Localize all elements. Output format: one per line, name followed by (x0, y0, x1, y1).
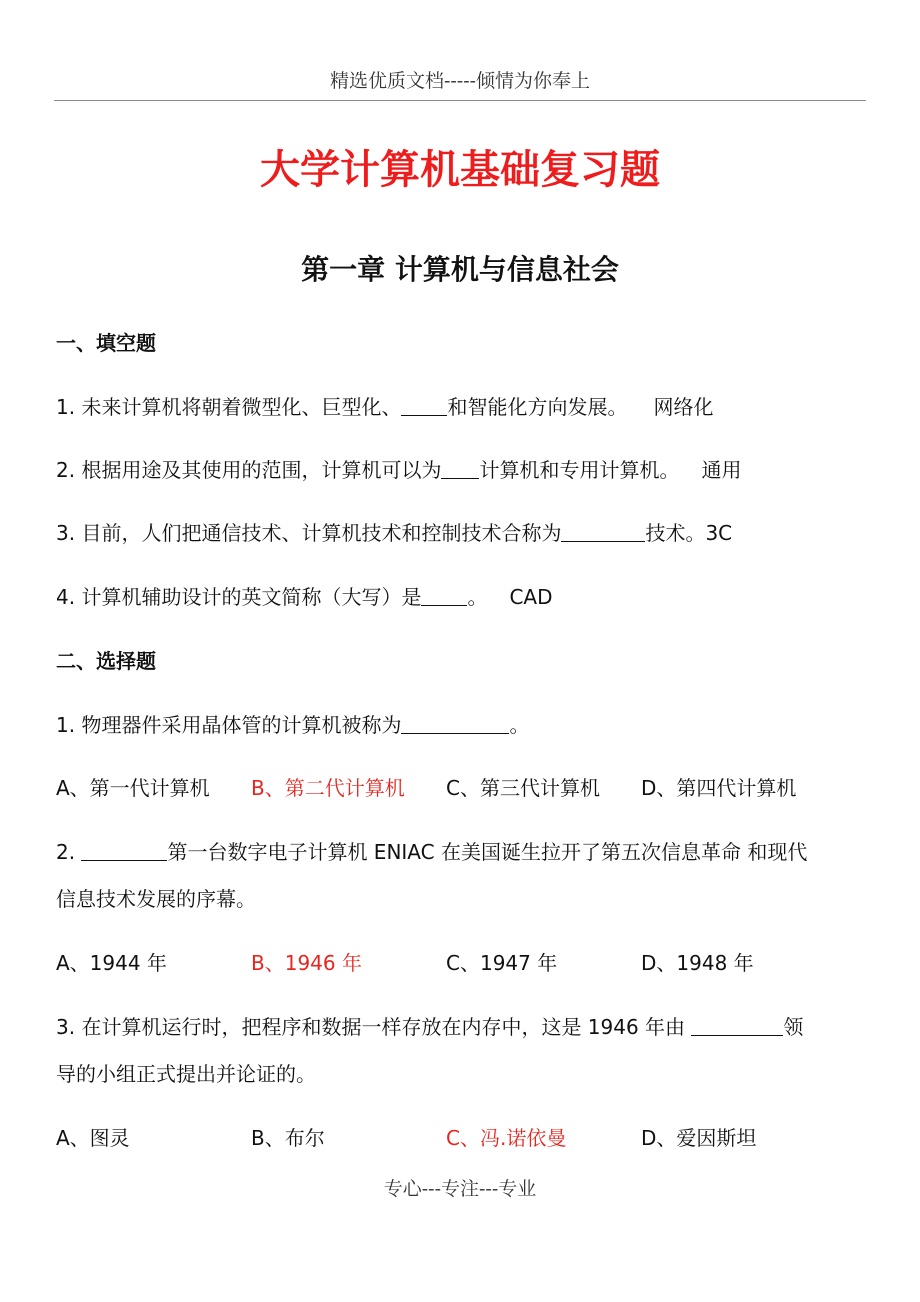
fill-question-1 (56, 392, 868, 422)
choice-option: B、第二代计算机 (251, 776, 405, 800)
page-footer: 专心---专注---专业 (383, 1178, 537, 1200)
fill-answer: 通用 (701, 458, 742, 482)
fill-question-3 (56, 518, 868, 548)
choice-option: D、第四代计算机 (641, 776, 797, 800)
choice-option: B、1946 年 (251, 951, 362, 975)
choice-option: A、图灵 (56, 1126, 130, 1150)
choice-question-2 (56, 837, 868, 867)
choice-option: D、1948 年 (641, 951, 754, 975)
question-text: 2. (56, 840, 82, 864)
fill-question-4 (56, 582, 868, 612)
answer-blank (421, 583, 467, 606)
answer-blank (81, 838, 167, 861)
choice-option: B、布尔 (251, 1126, 325, 1150)
choice-question-3 (56, 1012, 868, 1042)
answer-blank (401, 393, 447, 416)
fill-question-2 (56, 455, 868, 485)
question-text: 计算机和专用计算机。 (479, 458, 680, 482)
section-heading-fill: 一、填空题 (56, 331, 156, 355)
choice-option: C、冯.诺依曼 (446, 1126, 567, 1150)
question-text: 和智能化方向发展。 (447, 395, 628, 419)
fill-answer: CAD (509, 585, 553, 609)
question-text: 1. 未来计算机将朝着微型化、巨型化、 (56, 395, 402, 419)
section-heading-choice: 二、选择题 (56, 649, 156, 673)
question-text: 领 (783, 1015, 804, 1039)
answer-blank (401, 711, 509, 734)
fill-answer: 网络化 (653, 395, 714, 419)
choice-option: A、1944 年 (56, 951, 167, 975)
fill-answer: 3C (705, 521, 733, 545)
document-title: 大学计算机基础复习题 (260, 147, 660, 193)
question-text: 2. 根据用途及其使用的范围，计算机可以为 (56, 458, 442, 482)
header-divider (54, 100, 866, 101)
choice-option: D、爱因斯坦 (641, 1126, 757, 1150)
page-header: 精选优质文档-----倾情为你奉上 (329, 70, 591, 92)
choice-option: C、1947 年 (446, 951, 558, 975)
question-text: 技术。 (645, 521, 706, 545)
choice-option: C、第三代计算机 (446, 776, 600, 800)
question-text: 。 (467, 585, 488, 609)
question-text: 1. 物理器件采用晶体管的计算机被称为 (56, 713, 402, 737)
choice-question-2-continued: 信息技术发展的序幕。 (56, 887, 256, 911)
choice-option: A、第一代计算机 (56, 776, 210, 800)
answer-blank (441, 456, 479, 479)
choice-question-1 (56, 710, 868, 740)
chapter-title: 第一章 计算机与信息社会 (301, 253, 619, 286)
question-text: 3. 在计算机运行时，把程序和数据一样存放在内存中，这是 1946 年由 (56, 1015, 692, 1039)
question-text: 4. 计算机辅助设计的英文简称（大写）是 (56, 585, 422, 609)
choice-question-3-continued: 导的小组正式提出并论证的。 (56, 1062, 316, 1086)
question-text: 第一台数字电子计算机 ENIAC 在美国诞生拉开了第五次信息革命 和现代 (167, 840, 808, 864)
question-text: 。 (509, 713, 530, 737)
answer-blank (691, 1013, 783, 1036)
question-text: 3. 目前，人们把通信技术、计算机技术和控制技术合称为 (56, 521, 562, 545)
answer-blank (561, 519, 645, 542)
